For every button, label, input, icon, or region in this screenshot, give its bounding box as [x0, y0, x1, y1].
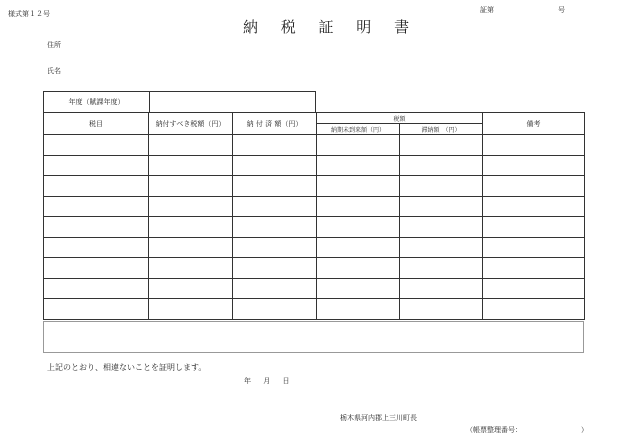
cell-tax-item — [44, 196, 149, 217]
cell-paid — [233, 135, 317, 156]
cell-tax-item — [44, 299, 149, 320]
cell-unpaid — [317, 155, 400, 176]
cell-remarks — [483, 278, 585, 299]
cell-unpaid — [317, 176, 400, 197]
cell-remarks — [483, 258, 585, 279]
cell-remarks — [483, 196, 585, 217]
cell-tax-due — [149, 155, 233, 176]
cell-delinquent — [400, 155, 483, 176]
cell-tax-due — [149, 237, 233, 258]
cell-remarks — [483, 299, 585, 320]
header-delinquent: 滞納額 （円） — [400, 124, 483, 135]
cell-remarks — [483, 237, 585, 258]
cell-tax-due — [149, 299, 233, 320]
header-tax-item: 税目 — [44, 113, 149, 135]
certificate-number-suffix: 号 — [558, 6, 565, 14]
cell-tax-due — [149, 278, 233, 299]
form-reference-label: （帳票整理番号： — [466, 426, 522, 434]
cell-tax-item — [44, 176, 149, 197]
table-row — [44, 217, 585, 238]
cell-paid — [233, 196, 317, 217]
certification-statement: 上記のとおり、相違ないことを証明します。 — [47, 363, 207, 372]
document-title: 納 税 証 明 書 — [243, 18, 419, 36]
table-row — [44, 155, 585, 176]
header-tax-amount: 税額 — [317, 113, 483, 124]
name-label: 氏名 — [47, 67, 61, 75]
cell-unpaid — [317, 135, 400, 156]
cell-tax-due — [149, 217, 233, 238]
cell-tax-item — [44, 258, 149, 279]
cell-paid — [233, 258, 317, 279]
table-row — [44, 258, 585, 279]
table-row — [44, 237, 585, 258]
table-row — [44, 278, 585, 299]
cell-paid — [233, 299, 317, 320]
cell-tax-due — [149, 135, 233, 156]
cell-tax-item — [44, 155, 149, 176]
cell-paid — [233, 217, 317, 238]
cell-remarks — [483, 155, 585, 176]
cell-unpaid — [317, 278, 400, 299]
table-row — [44, 135, 585, 156]
table-row — [44, 196, 585, 217]
cell-unpaid — [317, 258, 400, 279]
address-label: 住所 — [47, 41, 61, 49]
header-paid: 納 付 済 額（円） — [233, 113, 317, 135]
cell-remarks — [483, 217, 585, 238]
cell-tax-item — [44, 237, 149, 258]
cell-remarks — [483, 176, 585, 197]
certificate-number-label: 証第 — [480, 6, 494, 14]
cell-tax-due — [149, 258, 233, 279]
cell-delinquent — [400, 196, 483, 217]
table-row — [44, 299, 585, 320]
header-tax-due: 納付すべき税額（円） — [149, 113, 233, 135]
tax-table — [43, 112, 585, 320]
table-row — [44, 176, 585, 197]
cell-delinquent — [400, 135, 483, 156]
cell-delinquent — [400, 258, 483, 279]
cell-tax-item — [44, 135, 149, 156]
cell-delinquent — [400, 176, 483, 197]
cell-paid — [233, 278, 317, 299]
cell-paid — [233, 155, 317, 176]
cell-delinquent — [400, 217, 483, 238]
cell-paid — [233, 176, 317, 197]
cell-remarks — [483, 135, 585, 156]
cell-tax-item — [44, 217, 149, 238]
cell-tax-item — [44, 278, 149, 299]
cell-paid — [233, 237, 317, 258]
year-row — [43, 91, 316, 112]
form-reference-close: ） — [581, 426, 588, 434]
cell-tax-due — [149, 176, 233, 197]
cell-delinquent — [400, 278, 483, 299]
issuer-name: 栃木県河内郡上三川町長 — [340, 414, 417, 422]
cell-unpaid — [317, 196, 400, 217]
header-remarks: 備考 — [483, 113, 585, 135]
cell-unpaid — [317, 299, 400, 320]
cell-delinquent — [400, 237, 483, 258]
form-number: 様式第１２号 — [8, 10, 50, 18]
remarks-box — [43, 321, 584, 353]
issue-date: 年 月 日 — [244, 377, 290, 385]
year-label: 年度（賦課年度） — [44, 92, 150, 112]
cell-delinquent — [400, 299, 483, 320]
cell-tax-due — [149, 196, 233, 217]
header-unpaid: 納期未到来額（円） — [317, 124, 400, 135]
cell-unpaid — [317, 217, 400, 238]
cell-unpaid — [317, 237, 400, 258]
